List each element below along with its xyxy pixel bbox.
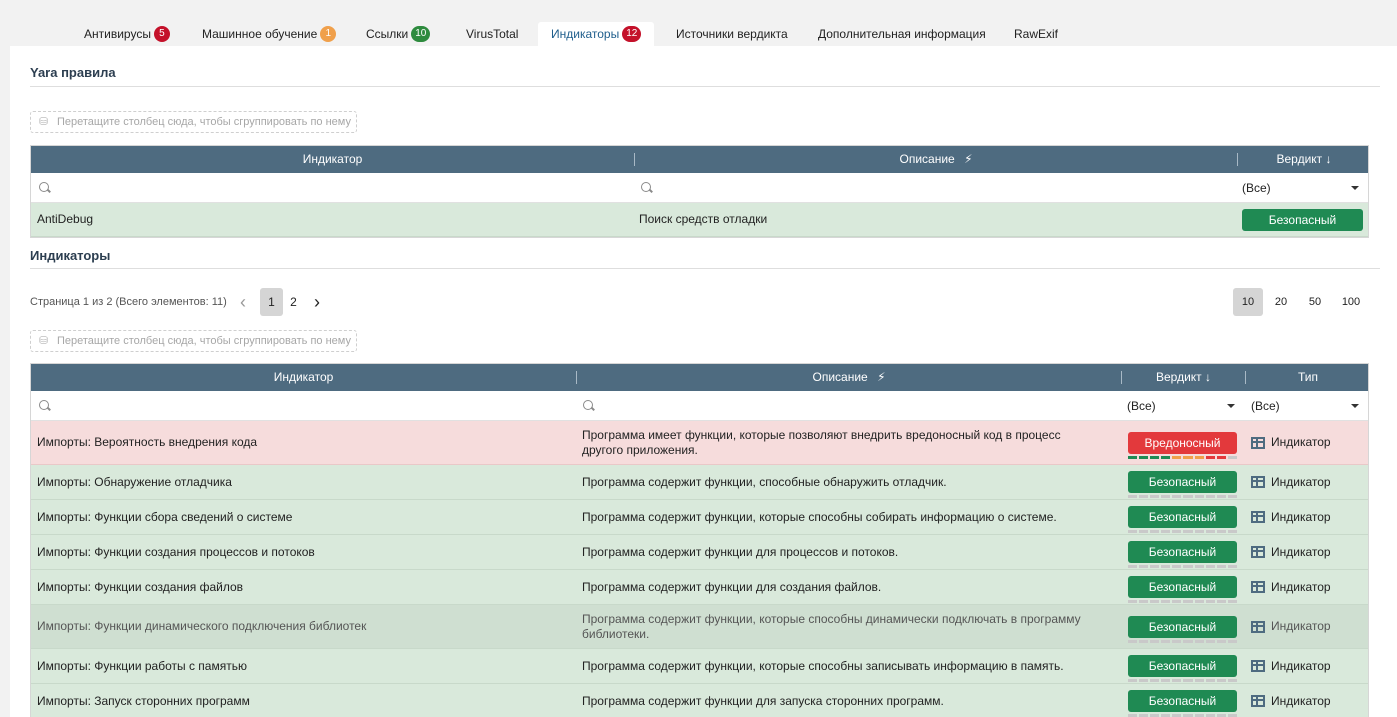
table-icon bbox=[1251, 621, 1265, 633]
cell-description: Программа содержит функции, которые способны записывать информацию в память. bbox=[582, 658, 1064, 673]
filter-icon[interactable]: ⚡ bbox=[964, 152, 973, 166]
pager bbox=[30, 288, 1369, 316]
type-label: Индикатор bbox=[1271, 474, 1331, 489]
filter-select-type[interactable] bbox=[1251, 391, 1363, 421]
select-value: (Все) bbox=[1251, 399, 1280, 413]
verdict-badge[interactable]: Безопасный bbox=[1128, 655, 1237, 677]
verdict-badge[interactable]: Безопасный bbox=[1128, 690, 1237, 712]
count-badge: 10 bbox=[411, 26, 430, 42]
tab-label: Индикаторы bbox=[551, 27, 620, 41]
group-hint: Перетащите столбец сюда, чтобы сгруппировать по нему bbox=[57, 335, 351, 347]
table-row[interactable] bbox=[31, 421, 1368, 465]
grid-header bbox=[31, 146, 1368, 173]
column-label: Описание bbox=[899, 152, 955, 166]
select-value: (Все) bbox=[1127, 399, 1156, 413]
content-panel bbox=[10, 46, 1397, 717]
cell-type bbox=[1251, 649, 1331, 683]
search-icon bbox=[641, 182, 651, 192]
page-size-button[interactable]: 100 bbox=[1341, 296, 1361, 308]
verdict-sources-bar bbox=[1128, 530, 1237, 533]
table-icon bbox=[1251, 581, 1265, 593]
filter-row bbox=[31, 173, 1368, 203]
table-row[interactable] bbox=[31, 465, 1368, 500]
count-badge: 1 bbox=[320, 26, 336, 42]
type-label: Индикатор bbox=[1271, 693, 1331, 708]
filter-icon[interactable]: ⚡ bbox=[877, 370, 886, 384]
verdict-badge[interactable]: Безопасный bbox=[1128, 471, 1237, 493]
cell-type bbox=[1251, 535, 1331, 569]
tab-label: Антивирусы bbox=[84, 27, 151, 41]
filter-input-indicator[interactable] bbox=[53, 173, 633, 203]
type-label: Индикатор bbox=[1271, 435, 1331, 449]
cell-indicator: Импорты: Запуск сторонних программ bbox=[37, 693, 250, 708]
chevron-down-icon[interactable] bbox=[1227, 404, 1235, 408]
column-header-indicator[interactable]: Индикатор bbox=[302, 152, 363, 166]
count-badge: 5 bbox=[154, 26, 170, 42]
cell-indicator: Импорты: Функции создания процессов и потоков bbox=[37, 544, 315, 559]
cell-description: Программа имеет функции, которые позволяют внедрить вредоносный код в процесс другого приложения. bbox=[582, 427, 1061, 457]
page-size-button[interactable]: 20 bbox=[1274, 296, 1288, 308]
tab-additional-info[interactable] bbox=[805, 22, 999, 46]
select-value: (Все) bbox=[1242, 181, 1271, 195]
count-badge: 12 bbox=[622, 26, 641, 42]
verdict-sources-bar bbox=[1128, 640, 1237, 643]
type-label: Индикатор bbox=[1271, 619, 1331, 633]
cell-type bbox=[1251, 684, 1331, 717]
filter-input-description[interactable] bbox=[655, 173, 1235, 203]
filter-select-verdict[interactable] bbox=[1242, 173, 1367, 203]
page-size-button[interactable]: 50 bbox=[1308, 296, 1322, 308]
column-header-description[interactable] bbox=[635, 146, 1237, 173]
cell-indicator: Импорты: Функции сбора сведений о системе bbox=[37, 509, 293, 524]
tab-label: Машинное обучение bbox=[202, 27, 318, 41]
search-icon bbox=[583, 400, 593, 410]
cell-type bbox=[1251, 605, 1331, 648]
cell-description: Программа содержит функции для процессов и потоков. bbox=[582, 544, 899, 559]
tab-virustotal[interactable] bbox=[453, 22, 531, 46]
tab-rawexif[interactable] bbox=[1001, 22, 1071, 46]
table-row[interactable] bbox=[31, 535, 1368, 570]
group-drop-panel[interactable] bbox=[30, 111, 357, 133]
verdict-badge[interactable]: Безопасный bbox=[1242, 209, 1363, 231]
group-drop-panel[interactable] bbox=[30, 330, 357, 352]
tab-label: Ссылки bbox=[366, 27, 409, 41]
table-row[interactable] bbox=[31, 684, 1368, 717]
cell-indicator: Импорты: Функции работы с памятью bbox=[37, 658, 247, 673]
verdict-badge[interactable]: Безопасный bbox=[1128, 616, 1237, 638]
filter-select-verdict[interactable] bbox=[1127, 391, 1239, 421]
tab-label: VirusTotal bbox=[466, 27, 519, 41]
column-header-type[interactable]: Тип bbox=[1297, 370, 1318, 384]
table-row[interactable] bbox=[31, 500, 1368, 535]
table-icon bbox=[1251, 511, 1265, 523]
cell-indicator: AntiDebug bbox=[37, 212, 94, 226]
cell-type bbox=[1251, 465, 1331, 499]
tab-links[interactable] bbox=[353, 22, 443, 46]
cell-description: Поиск средств отладки bbox=[639, 212, 768, 226]
grid-header bbox=[31, 364, 1368, 391]
cell-description: Программа содержит функции, которые способны собирать информацию о системе. bbox=[582, 509, 1057, 524]
verdict-badge[interactable]: Вредоносный bbox=[1128, 432, 1237, 454]
page-button[interactable]: 1 bbox=[260, 288, 283, 316]
cell-type bbox=[1251, 570, 1331, 604]
cell-description: Программа содержит функции для запуска сторонних программ. bbox=[582, 693, 944, 708]
page-size-button[interactable]: 10 bbox=[1233, 288, 1263, 316]
chevron-down-icon[interactable] bbox=[1351, 404, 1359, 408]
verdict-badge[interactable]: Безопасный bbox=[1128, 506, 1237, 528]
type-label: Индикатор bbox=[1271, 579, 1331, 594]
table-icon bbox=[1251, 695, 1265, 707]
cell-indicator: Импорты: Функции динамического подключения библиотек bbox=[37, 619, 367, 633]
table-icon bbox=[1251, 476, 1265, 488]
table-icon bbox=[1251, 660, 1265, 672]
verdict-sources-bar bbox=[1128, 456, 1237, 459]
tab-verdict-sources[interactable] bbox=[663, 22, 801, 46]
chevron-down-icon[interactable] bbox=[1351, 186, 1359, 190]
cell-indicator: Импорты: Вероятность внедрения кода bbox=[37, 435, 258, 449]
tab-label: Дополнительная информация bbox=[818, 27, 986, 41]
cell-description: Программа содержит функции, которые способны динамически подключать в программу библиотеки. bbox=[582, 611, 1081, 641]
column-header-description[interactable] bbox=[577, 364, 1121, 391]
type-label: Индикатор bbox=[1271, 658, 1331, 673]
search-icon bbox=[39, 182, 49, 192]
table-row[interactable] bbox=[31, 570, 1368, 605]
verdict-badge[interactable]: Безопасный bbox=[1128, 576, 1237, 598]
table-row[interactable] bbox=[31, 649, 1368, 684]
table-row[interactable] bbox=[31, 203, 1368, 237]
divider bbox=[30, 86, 1380, 87]
table-row[interactable] bbox=[31, 605, 1368, 649]
chevron-right-icon[interactable]: › bbox=[314, 292, 320, 312]
search-icon bbox=[39, 400, 49, 410]
page-button[interactable]: 2 bbox=[290, 295, 297, 309]
tab-indicators[interactable] bbox=[538, 22, 654, 46]
filter-input-indicator[interactable] bbox=[53, 391, 573, 421]
divider bbox=[30, 268, 1380, 269]
group-hint: Перетащите столбец сюда, чтобы сгруппировать по нему bbox=[57, 116, 351, 128]
section-title-yara: Yara правила bbox=[30, 65, 116, 80]
cell-description: Программа содержит функции, способные обнаружить отладчик. bbox=[582, 474, 947, 489]
tab-bar bbox=[0, 0, 1397, 46]
column-header-verdict[interactable]: Вердикт ↓ bbox=[1156, 370, 1211, 384]
type-label: Индикатор bbox=[1271, 509, 1331, 524]
tab-label: Источники вердикта bbox=[676, 27, 788, 41]
verdict-sources-bar bbox=[1128, 600, 1237, 603]
column-label: Описание bbox=[812, 370, 868, 384]
chevron-left-icon[interactable]: ‹ bbox=[240, 292, 246, 312]
cell-type bbox=[1251, 421, 1331, 464]
cell-indicator: Импорты: Функции создания файлов bbox=[37, 579, 244, 594]
verdict-sources-bar bbox=[1128, 495, 1237, 498]
verdict-sources-bar bbox=[1128, 679, 1237, 682]
group-icon: ⛁ bbox=[39, 335, 49, 347]
verdict-badge[interactable]: Безопасный bbox=[1128, 541, 1237, 563]
table-icon bbox=[1251, 437, 1265, 449]
tab-machine-learning[interactable] bbox=[189, 22, 349, 46]
table-icon bbox=[1251, 546, 1265, 558]
filter-input-description[interactable] bbox=[597, 391, 1117, 421]
column-header-verdict[interactable]: Вердикт ↓ bbox=[1276, 152, 1332, 166]
verdict-sources-bar bbox=[1128, 565, 1237, 568]
tab-antivirus[interactable] bbox=[71, 22, 183, 46]
yara-grid bbox=[30, 145, 1369, 238]
type-label: Индикатор bbox=[1271, 544, 1331, 559]
group-icon: ⛁ bbox=[39, 116, 49, 128]
column-header-indicator[interactable]: Индикатор bbox=[273, 370, 334, 384]
filter-row bbox=[31, 391, 1368, 421]
pager-info: Страница 1 из 2 (Всего элементов: 11) bbox=[30, 296, 227, 308]
cell-type bbox=[1251, 500, 1331, 534]
cell-indicator: Импорты: Обнаружение отладчика bbox=[37, 474, 232, 489]
tab-label: RawExif bbox=[1014, 27, 1059, 41]
indicators-grid bbox=[30, 363, 1369, 717]
section-title-indicators: Индикаторы bbox=[30, 248, 111, 263]
cell-description: Программа содержит функции для создания файлов. bbox=[582, 579, 882, 594]
